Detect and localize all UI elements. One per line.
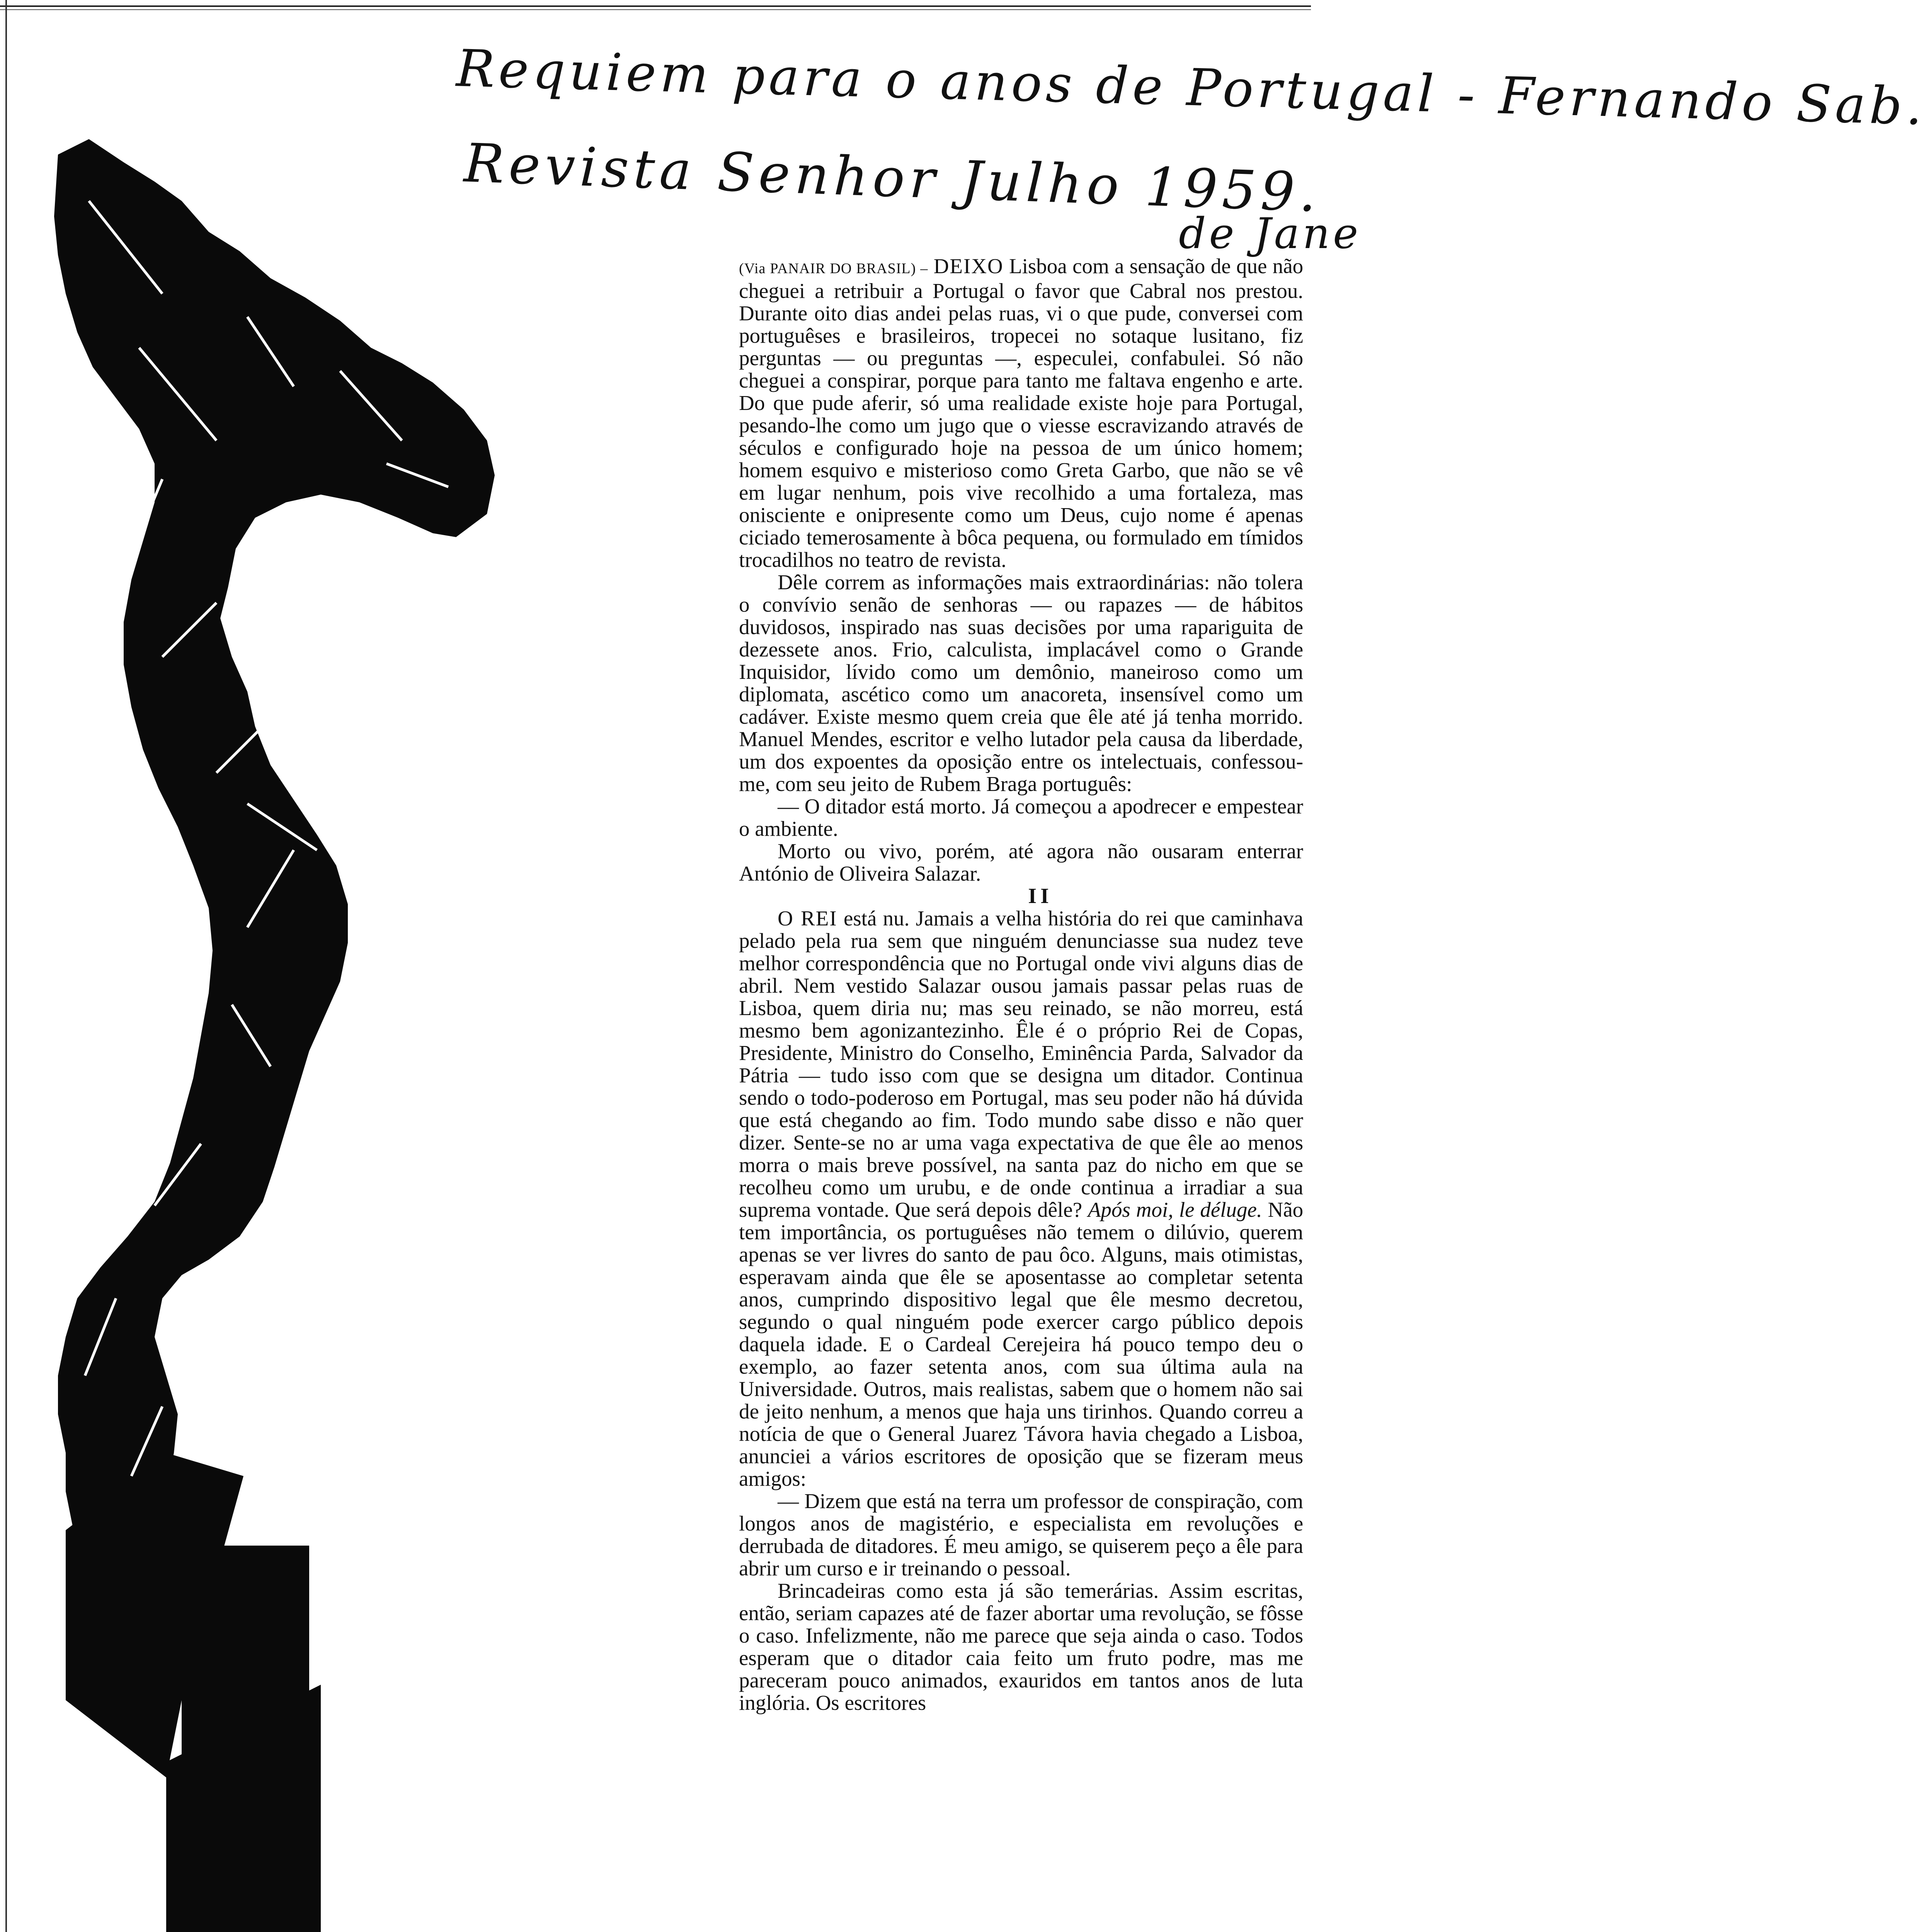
paragraph: Morto ou vivo, porém, até agora não ousaram enterrar António de Oliveira Salazar.	[739, 839, 1303, 885]
paragraph-text: Lisboa com a sensação de que não cheguei a retribuir a Portugal o favor que Cabral nos prestou. Durante oito dias andei pelas ruas, vi o que pude, conversei com portuguêses e brasileiros, tropecei no sotaque lusitano, fiz perguntas — ou preguntas —, especulei, confabulei. Só não cheguei a conspirar, porque para tanto me faltava engenho e arte. Do que pude aferir, só uma realidade existe hoje para Portugal, pesando-lhe como um jugo que o viesse escravizando através de séculos e configurado hoje na pessoa de um único homem; homem esquivo e misterioso como Greta Garbo, que não se vê em lugar nenhum, pois vive recolhido a uma fortaleza, mas onisciente e onipresente como um Deus, cujo nome é apenas ciciado temerosamente à bôca pequena, ou formulado em tímidos trocadilhos no teatro de revista.	[739, 254, 1304, 571]
article-body	[739, 255, 1303, 1714]
handwritten-source: Revista Senhor Julho 1959.	[463, 132, 1322, 224]
handwritten-initials: de Jane	[1179, 209, 1362, 258]
dateline: (Via PANAIR DO BRASIL) –	[739, 260, 928, 277]
wreath-laurel-shape	[54, 139, 495, 1549]
section-number: II	[1028, 884, 1053, 908]
paragraph: Brincadeiras como esta já são temerárias. Assim escritas, então, seriam capazes até de fazer abortar uma revolução, se fôsse o caso. Infelizmente, não me parece que seja ainda o caso. Todos esperam que o ditador caia feito um fruto podre, mas me pareceram pouco animados, exauridos em tantos anos de luta inglória. Os escritores	[739, 1579, 1303, 1714]
ribbon-fold	[182, 1546, 309, 1762]
wreath-ribbon-illustration	[0, 0, 502, 1932]
paragraph: Dêle correm as informações mais extraordinárias: não tolera o convívio senão de senhoras — ou rapazes — de hábitos duvidosos, inspirado nas suas decisões por uma rapariguita de dezessete anos. Frio, calculista, implacável como o Grande Inquisidor, lívido como um demônio, maneiroso como um diplomata, ascético como um anacoreta, insensível como um cadáver. Existe mesmo quem creia que êle até já tenha morrido. Manuel Mendes, escritor e velho lutador pela causa da liberdade, um dos expoentes da oposição entre os intelectuais, confessou-me, com seu jeito de Rubem Braga português:	[739, 570, 1303, 796]
opening-paragraph	[739, 255, 1303, 571]
italic-phrase: Após moi, le déluge.	[1088, 1198, 1262, 1221]
section-two-opening	[739, 907, 1303, 1490]
quote-paragraph: — O ditador está morto. Já começou a apodrecer e empestear o ambiente.	[739, 794, 1303, 840]
lead-word: DEIXO	[933, 254, 1004, 278]
quote-paragraph: — Dizem que está na terra um professor de conspiração, com longos anos de magistério, e especialista em revoluções e derrubada de ditadores. É meu amigo, se quiserem peço a êle para abrir um curso e ir treinando o pessoal.	[739, 1489, 1303, 1580]
paragraph-text: está nu. Jamais a velha história do rei que caminhava pelado pela rua sem que ninguém denunciasse sua nudez teve melhor correspondência que no Portugal onde vivi alguns dias de abril. Nem vestido Salazar ousou jamais passar pelas ruas de Lisboa, quem diria nu; mas seu reinado, se não morreu, está mesmo bem agonizantezinho. Êle é o próprio Rei de Copas, Presidente, Ministro do Conselho, Eminência Parda, Salvador da Pátria — tudo isso com que se designa um ditador. Continua sendo o todo-poderoso em Portugal, mas seu poder não há dúvida que está chegando ao fim. Todo mundo sabe disso e não quer dizer. Sente-se no ar uma vaga expectativa de que êle ao menos morra o mais breve possível, na santa paz do nicho em que se recolheu como um urubu, e de onde continua a irradiar a sua suprema vontade. Que será depois dêle?	[739, 906, 1304, 1221]
handwritten-title: Requiem para o anos de Portugal - Fernando Sab.	[455, 39, 1927, 137]
paragraph-text: Não tem importância, os portuguêses não temem o dilúvio, querem apenas se ver livres do santo de pau ôco. Alguns, mais otimistas, esperavam ainda que êle se aposentasse ao completar setenta anos, cumprindo dispositivo legal que êle mesmo decretou, segundo o qual ninguém pode exercer cargo público depois daquela idade. E o Cardeal Cerejeira há pouco tempo deu o exemplo, ao fazer setenta anos, com sua última aula na Universidade. Outros, mais realistas, sabem que o homem não sai de jeito nenhum, a menos que haja uns tirinhos. Quando correu a notícia de que o General Juarez Távora havia chegado a Lisboa, anunciei a vários escritores de oposição que se fizeram meus amigos:	[739, 1198, 1304, 1490]
lead-word: O REI	[778, 906, 838, 930]
